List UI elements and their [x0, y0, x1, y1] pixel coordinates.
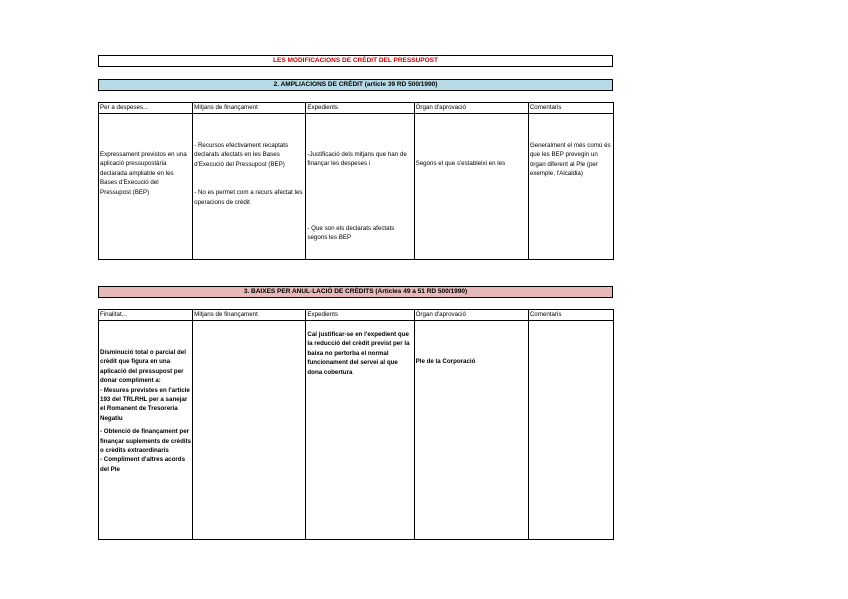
s2-header-finançament: Mitjans de finançament — [193, 103, 306, 114]
s2-cell-expedients — [306, 114, 414, 260]
s3-finalitat-c: - Obtenció de finançament per finançar suplements de crèdits o crèdits extraordinaris — [100, 428, 192, 455]
section3-heading: 3. BAIXES PER ANUL·LACIÓ DE CRÈDITS (Articles 49 a 51 RD 500/1990) — [98, 286, 613, 298]
document-title: LES MODIFICACIONS DE CRÈDIT DEL PRESSUPOST — [98, 55, 613, 67]
s2-comentaris-text: Generalment el més comú és que les BEP prevegin un òrgan diferent al Ple (per exemple, l'Alcaldia) — [529, 142, 611, 178]
section3-table — [98, 309, 614, 540]
s2-header-organ: Òrgan d'aprovació — [414, 103, 528, 114]
section2-body-row — [99, 114, 614, 260]
s3-finalitat-a: Disminució total o parcial del crèdit que figura en una aplicació del pressupost per donar compliment a: — [100, 349, 186, 385]
s2-organ-text: Segons el que s'estableixi en les — [415, 160, 506, 167]
s3-cell-organ — [414, 321, 528, 540]
s2-finançament-b: - No es permet com a recurs afectat les operacions de crèdit — [194, 189, 303, 206]
s3-expedients-text: Cal justificar-se en l'expedient que la reducció del crèdit previst per la baixa no pertorba el normal funcionament del servei al que dona cobertura — [307, 331, 410, 376]
s3-header-organ: Òrgan d'aprovació — [414, 310, 528, 321]
section2-heading: 2. AMPLIACIONS DE CRÈDIT (article 39 RD 500/1990) — [98, 79, 613, 91]
section3-body-row — [99, 321, 614, 540]
s3-header-finalitat: Finalitat... — [99, 310, 193, 321]
s2-cell-comentaris — [528, 114, 613, 260]
section2-header-row — [99, 103, 614, 114]
s2-finançament-a: - Recursos efectivament recaptats declarats afectats en les Bases d'Execució del Pressupost (BEP) — [194, 142, 289, 168]
s3-cell-expedients — [306, 321, 414, 540]
s2-header-despeses: Per a despeses... — [99, 103, 193, 114]
section3-header-row — [99, 310, 614, 321]
section2-table — [98, 102, 614, 260]
s2-header-expedients: Expedients — [306, 103, 414, 114]
s2-header-comentaris: Comentaris — [528, 103, 613, 114]
s3-header-expedients: Expedients — [306, 310, 414, 321]
s3-organ-text: Ple de la Corporació — [415, 358, 476, 365]
s2-despeses-text: Expressament previstos en una aplicació pressupostària declarada ampliable en les Bases d'Execució del Pressupost (BEP) — [100, 151, 187, 196]
s3-cell-comentaris — [528, 321, 613, 540]
s3-cell-finalitat — [99, 321, 193, 540]
s2-cell-finançament — [193, 114, 306, 260]
s2-expedients-b: - Que son els declarats afectats segons les BEP — [307, 224, 395, 242]
s2-cell-organ — [414, 114, 528, 260]
s3-finalitat-b: - Mesures previstes en l'article 193 del TRLRHL per a sanejar el Romanent de Tresoreria Negatiu — [100, 386, 190, 422]
s3-cell-finançament — [193, 321, 306, 540]
s2-cell-despeses — [99, 114, 193, 260]
s2-expedients-a: -Justificació dels mitjans que han de finançar les despeses i — [307, 151, 407, 168]
s3-header-finançament: Mitjans de finançament — [193, 310, 306, 321]
s3-finalitat-d: - Compliment d'altres acords del Ple — [100, 456, 186, 473]
s3-header-comentaris: Comentaris — [528, 310, 613, 321]
